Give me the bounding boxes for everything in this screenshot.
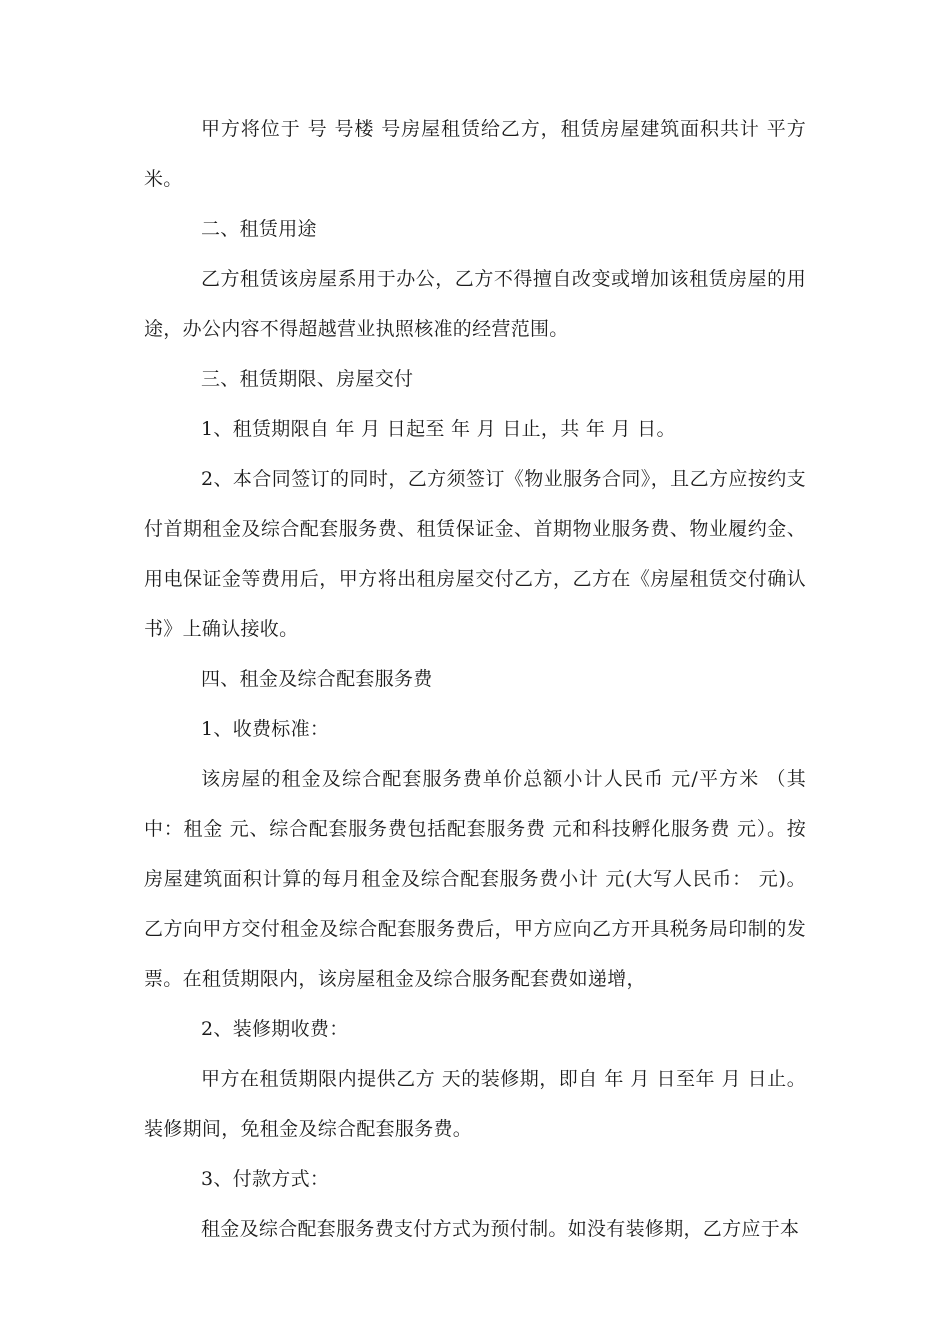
subheading-renovation-fee: 2、装修期收费： bbox=[201, 1018, 349, 1040]
subheading-payment-method: 3、付款方式： bbox=[201, 1168, 330, 1190]
section-heading-rent: 四、租金及综合配套服务费 bbox=[201, 668, 433, 690]
paragraph-fee-standard: 该房屋的租金及综合配套服务费单价总额小计人民币 元/平方米 （其中：租金 元、综合配套服务费包括配套服务费 元和科技孵化服务费 元）。按房屋建筑面积计算的每月租金及综合配套服务费小计 元(大写人民币： 元)。乙方向甲方交付租金及综合配套服务费后，甲方应向乙方开具税务局印制的发票。在租赁期限内，该房屋租金及综合服务配套费如递增， bbox=[144, 768, 806, 990]
paragraph-renovation: 甲方在租赁期限内提供乙方 天的装修期，即自 年 月 日至年 月 日止。装修期间，免租金及综合配套服务费。 bbox=[144, 1068, 806, 1140]
paragraph-payment: 租金及综合配套服务费支付方式为预付制。如没有装修期，乙方应于本 bbox=[201, 1218, 800, 1240]
section-heading-purpose: 二、租赁用途 bbox=[201, 218, 317, 240]
paragraph-premises: 甲方将位于 号 号楼 号房屋租赁给乙方，租赁房屋建筑面积共计 平方米。 bbox=[144, 118, 806, 190]
paragraph-term-period: 1、租赁期限自 年 月 日起至 年 月 日止，共 年 月 日。 bbox=[201, 418, 676, 440]
section-heading-term: 三、租赁期限、房屋交付 bbox=[201, 368, 414, 390]
subheading-fee-standard: 1、收费标准： bbox=[201, 718, 330, 740]
document-body bbox=[144, 104, 806, 1254]
paragraph-purpose: 乙方租赁该房屋系用于办公，乙方不得擅自改变或增加该租赁房屋的用途，办公内容不得超越营业执照核准的经营范围。 bbox=[144, 268, 806, 340]
paragraph-delivery: 2、本合同签订的同时，乙方须签订《物业服务合同》，且乙方应按约支付首期租金及综合配套服务费、租赁保证金、首期物业服务费、物业履约金、用电保证金等费用后，甲方将出租房屋交付乙方，乙方在《房屋租赁交付确认书》上确认接收。 bbox=[144, 468, 806, 640]
